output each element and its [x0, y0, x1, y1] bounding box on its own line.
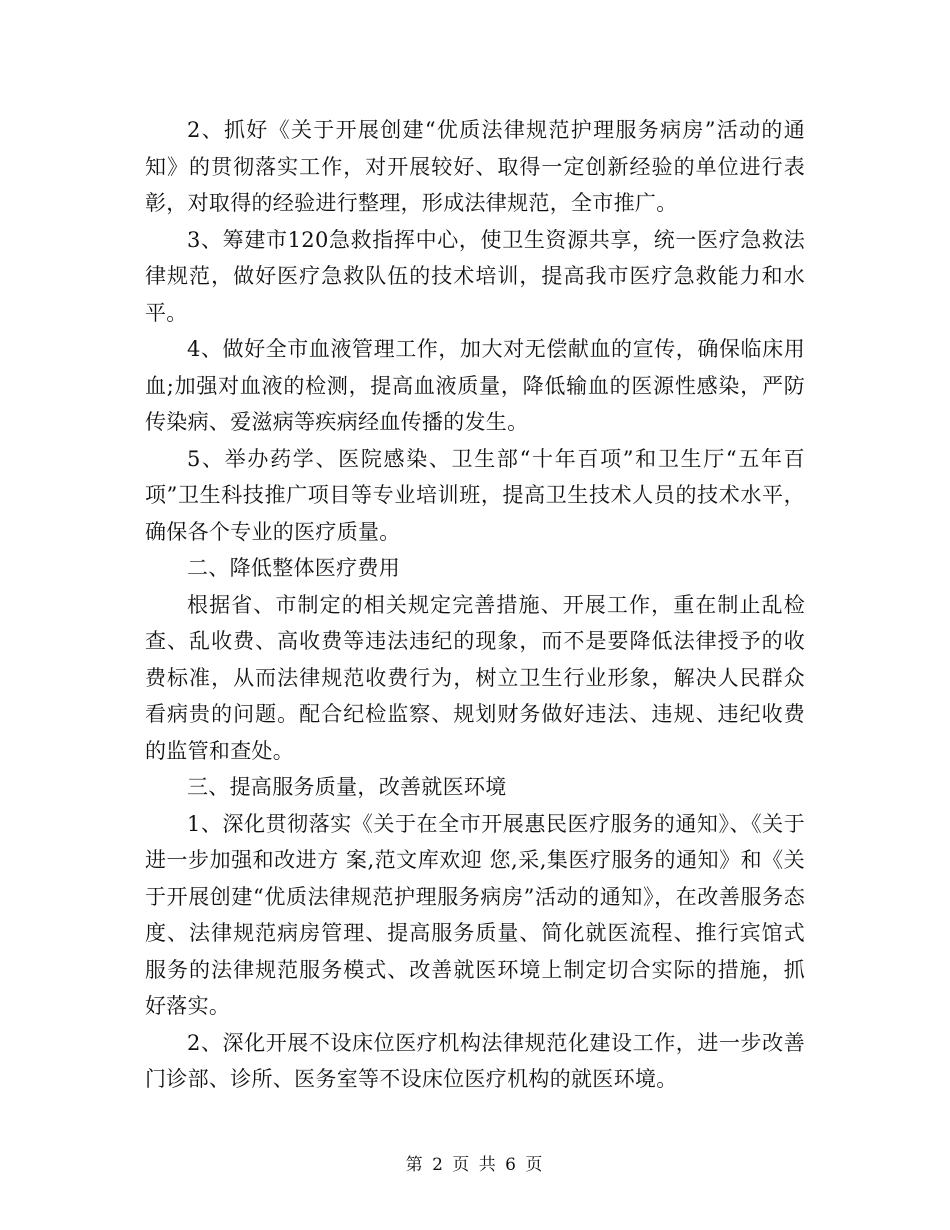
paragraph-item-3: 3、筹建市120急救指挥中心，使卫生资源共享，统一医疗急救法律规范，做好医疗急救队伍的技术培训，提高我市医疗急救能力和水平。 — [145, 227, 805, 325]
section-heading-reduce-costs: 二、降低整体医疗费用 — [187, 556, 400, 580]
paragraph-item-2: 2、抓好《关于开展创建“优质法律规范护理服务病房”活动的通知》的贯彻落实工作，对开展较好、取得一定创新经验的单位进行表彰，对取得的经验进行整理，形成法律规范，全市推广。 — [145, 118, 805, 215]
paragraph-item-4: 4、做好全市血液管理工作，加大对无偿献血的宣传，确保临床用血;加强对血液的检测，提高血液质量，降低输血的医源性感染，严防传染病、爱滋病等疾病经血传播的发生。 — [145, 337, 805, 434]
paragraph-service-item-1: 1、深化贯彻落实《关于在全市开展惠民医疗服务的通知》、《关于进一步加强和改进方 案,范文库欢迎 您,采,集医疗服务的通知》和《关于开展创建“优质法律规范护理服务病房”活动的通知》，在改善服务态度、法律规范病房管理、提高服务质量、简化就医流程、推行宾馆式服务的法律规范服务模式、改善就医环境上制定切合实际的措施，抓好落实。 — [145, 811, 805, 1018]
paragraph-service-item-2: 2、深化开展不设床位医疗机构法律规范化建设工作，进一步改善门诊部、诊所、医务室等不设床位医疗机构的就医环境。 — [145, 1030, 805, 1091]
section-heading-service-quality: 三、提高服务质量，改善就医环境 — [187, 775, 507, 799]
paragraph-reduce-costs: 根据省、市制定的相关规定完善措施、开展工作，重在制止乱检查、乱收费、高收费等违法违纪的现象，而不是要降低法律授予的收费标准，从而法律规范收费行为，树立卫生行业形象，解决人民群众看病贵的问题。配合纪检监察、规划财务做好违法、违规、违纪收费的监管和查处。 — [145, 592, 805, 763]
paragraph-item-5: 5、举办药学、医院感染、卫生部“十年百项”和卫生厅“五年百项”卫生科技推广项目等专业培训班，提高卫生技术人员的技术水平，确保各个专业的医疗质量。 — [145, 446, 805, 544]
document-body — [145, 112, 805, 1098]
page-number-footer: 第 2 页 共 6 页 — [405, 1155, 545, 1175]
